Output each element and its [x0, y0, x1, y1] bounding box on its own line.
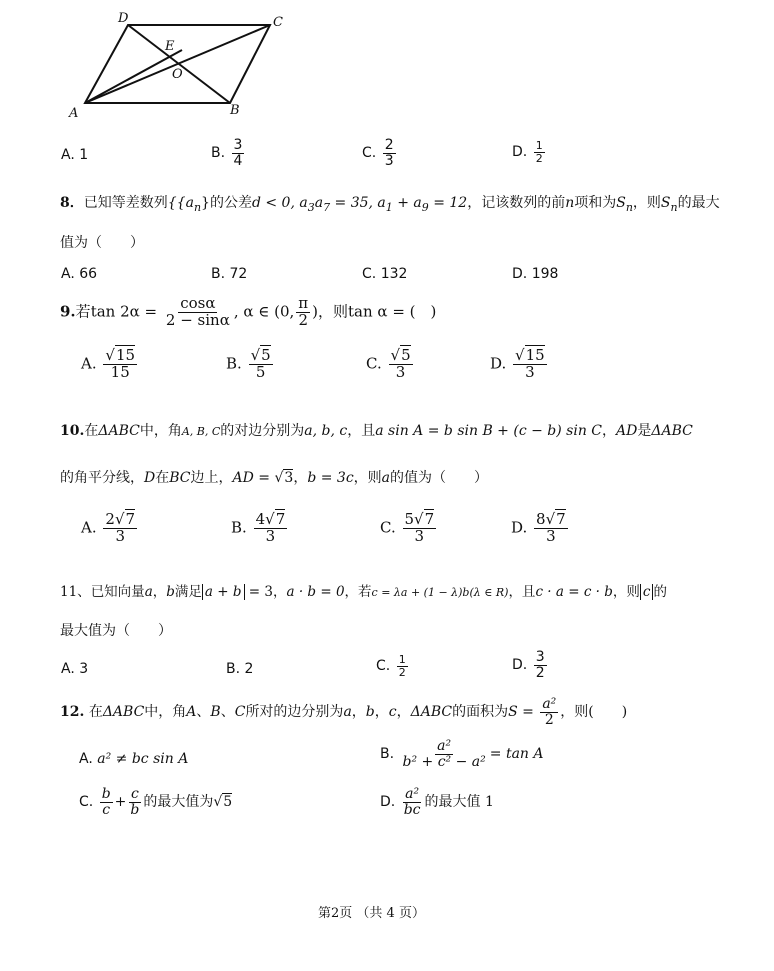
q12-option-b[interactable]: B. $\frac{\text{a²}}{\text{b² + c² − a²}}$ = tan A	[380, 738, 544, 770]
q11-line-2: 最大值为（ ）	[60, 623, 172, 639]
q10-option-d[interactable]: D. $\frac{8√7}{3}$	[511, 510, 566, 545]
label-c: C	[273, 15, 283, 30]
q11-line-1: 11、已知向量a，b满足 a + b = 3，a · b = 0，若c = λa + (1 − λ)b(λ ∈ R)，且c · a = c · b，则 c 的	[60, 584, 667, 600]
q8-option-a[interactable]: A. 66	[61, 266, 98, 282]
q10-line-2: 的角平分线，D在BC边上，AD = √3，b = 3c，则a的值为（ ）	[60, 470, 489, 486]
label-e: E	[165, 39, 175, 54]
q10-option-b[interactable]: B. $\frac{4√7}{3}$	[231, 510, 286, 545]
label-b: B	[230, 103, 240, 118]
q10-option-c[interactable]: C. $\frac{5√7}{3}$	[380, 510, 435, 545]
q7-option-c[interactable]: C. $\frac{2}{3}$	[362, 137, 394, 169]
label-o: O	[172, 67, 183, 82]
q12-stem: 12. 在ΔABC中，角A、B、C所对的边分别为a，b，c，ΔABC的面积为S = $\frac{\text{a²}}{2}$ ，则( )	[60, 696, 628, 728]
page-footer: 第2页 （共 4 页）	[318, 906, 425, 921]
q8-option-c[interactable]: C. 132	[362, 266, 408, 282]
q9-option-b[interactable]: B. $\frac{√5}{5}$	[226, 346, 271, 381]
q11-option-c[interactable]: C. $\frac{1}{2}$	[376, 653, 406, 679]
q10-option-a[interactable]: A. $\frac{2√7}{3}$	[81, 510, 136, 545]
q11-option-a[interactable]: A. 3	[61, 661, 89, 677]
q11-option-d[interactable]: D. $\frac{3}{2}$	[512, 649, 545, 681]
q9-option-c[interactable]: C. $\frac{√5}{3}$	[366, 346, 411, 381]
q8-option-b[interactable]: B. 72	[211, 266, 248, 282]
q8-line-1: 8．已知等差数列{$\{a_n\}$的公差d < 0, $a_3a_7 = 35$, $a_1 + a_9 = 12$，记该数列的前n项和为$S_n$，则$S_n$的最大	[60, 195, 720, 214]
q12-option-c[interactable]: C. $\frac{b}{c}$ + $\frac{c}{b}$ 的最大值为√5	[79, 786, 233, 818]
q12-option-d[interactable]: D. $\frac{\text{a²}}{bc}$ 的最大值 1	[380, 786, 494, 818]
q8-option-d[interactable]: D. 198	[512, 266, 559, 282]
q9-option-a[interactable]: A. $\frac{√15}{15}$	[81, 346, 136, 381]
q7-option-b[interactable]: B. $\frac{3}{4}$	[211, 137, 243, 169]
q9-stem: 9.若tan 2α = $\frac{\cos\alpha}{2 - \sin\alpha}$ , α ∈ (0, $\frac{\pi}{2}$ )，则tan α = ( )	[60, 294, 437, 329]
q12-option-a[interactable]: A. a² ≠ bc sin A	[79, 751, 189, 767]
diagonal-bd	[128, 25, 230, 103]
q7-option-d[interactable]: D. $\frac{1}{2}$	[512, 139, 543, 165]
label-d: D	[118, 11, 129, 26]
q10-line-1: 10.在ΔABC中，角A, B, C的对边分别为a, b, c，且a sin A = b sin B + (c − b) sin C，AD是ΔABC	[60, 423, 693, 439]
q8-line-2: 值为（ ）	[60, 235, 144, 251]
q7-option-a[interactable]: A. 1	[61, 147, 89, 163]
q11-option-b[interactable]: B. 2	[226, 661, 254, 677]
label-a: A	[69, 106, 79, 121]
parallelogram-figure	[60, 8, 300, 123]
q9-option-d[interactable]: D. $\frac{√15}{3}$	[490, 346, 545, 381]
